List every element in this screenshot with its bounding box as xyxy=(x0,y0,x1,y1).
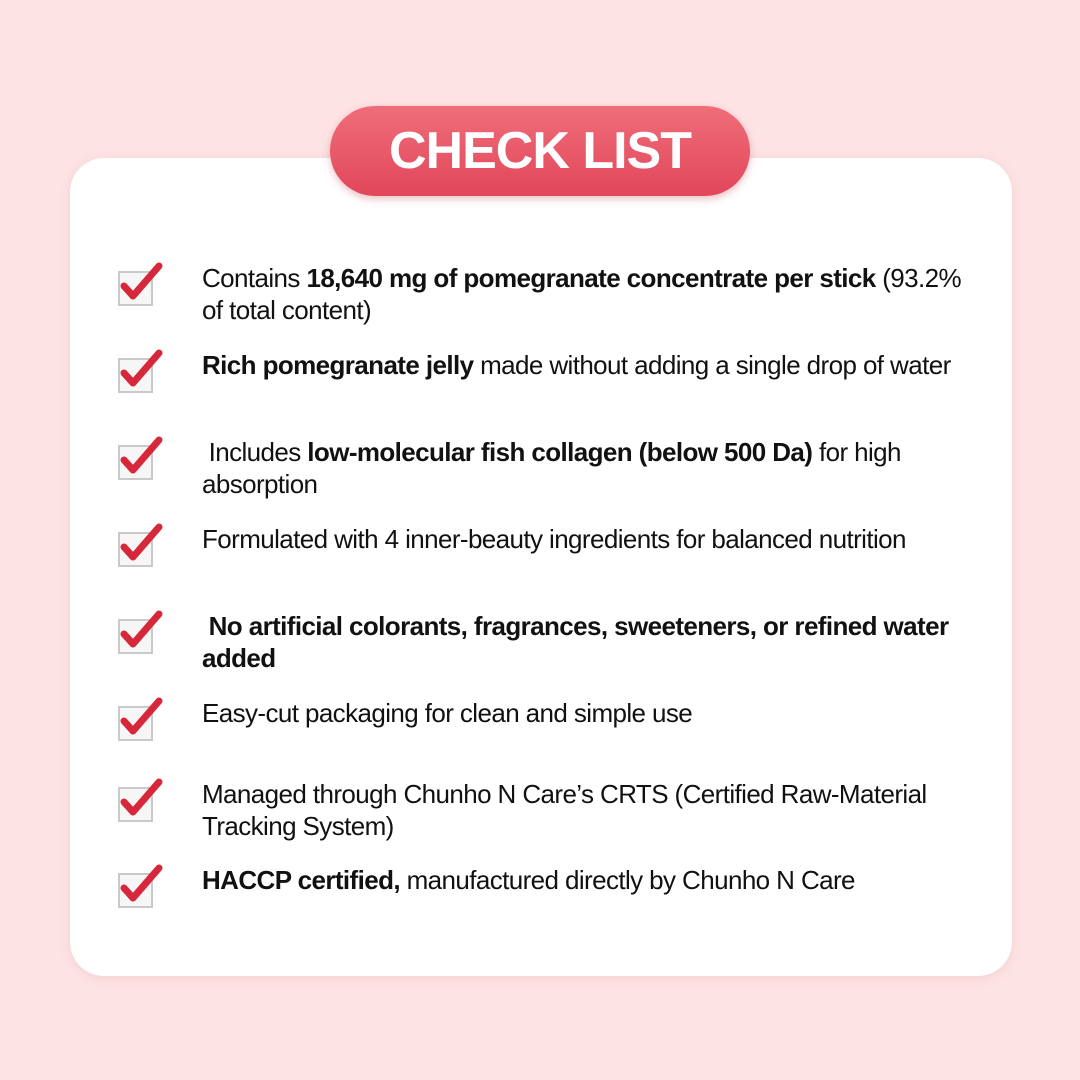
checklist-item xyxy=(116,610,976,690)
checklist-item-text: Rich pomegranate jelly made without adding a single drop of water xyxy=(202,350,951,380)
checklist-item xyxy=(116,864,976,944)
checklist-item-text: Includes low-molecular fish collagen (below 500 Da) for high absorption xyxy=(202,437,901,499)
checklist-item-text: Easy-cut packaging for clean and simple use xyxy=(202,698,693,728)
checklist-item-text: Formulated with 4 inner-beauty ingredients for balanced nutrition xyxy=(202,524,906,554)
checklist-item xyxy=(116,697,976,777)
checklist-item-text: No artificial colorants, fragrances, sweeteners, or refined water added xyxy=(202,611,949,673)
checked-checkbox-icon xyxy=(116,778,164,826)
page-title: CHECK LIST xyxy=(389,122,691,180)
checklist-item xyxy=(116,523,976,603)
checklist-item xyxy=(116,262,976,342)
checked-checkbox-icon xyxy=(116,262,164,310)
checked-checkbox-icon xyxy=(116,523,164,571)
checked-checkbox-icon xyxy=(116,697,164,745)
checklist-item xyxy=(116,349,976,429)
checklist-item xyxy=(116,436,976,516)
checked-checkbox-icon xyxy=(116,864,164,912)
checklist-item-text: Contains 18,640 mg of pomegranate concentrate per stick (93.2% of total content) xyxy=(202,263,962,325)
checked-checkbox-icon xyxy=(116,436,164,484)
checklist-item xyxy=(116,778,976,858)
checklist-item-text: Managed through Chunho N Care’s CRTS (Certified Raw-Material Tracking System) xyxy=(202,779,927,841)
checked-checkbox-icon xyxy=(116,349,164,397)
title-badge xyxy=(330,106,750,196)
checked-checkbox-icon xyxy=(116,610,164,658)
checklist-item-text: HACCP certified, manufactured directly by Chunho N Care xyxy=(202,865,855,895)
